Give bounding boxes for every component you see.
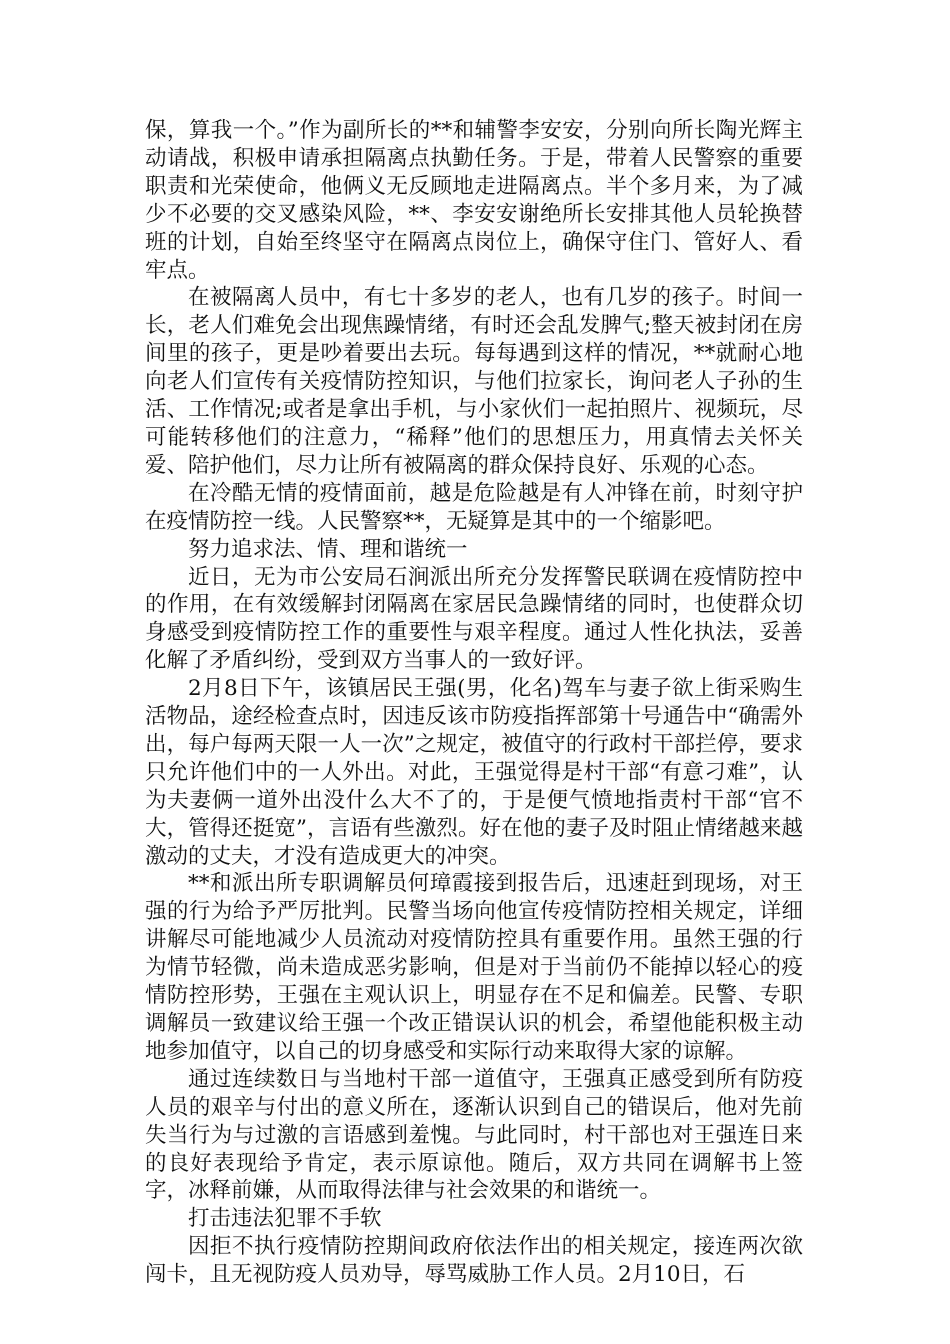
paragraph-3: 在冷酷无情的疫情面前，越是危险越是有人冲锋在前，时刻守护在疫情防控一线。人民警察**，无疑算是其中的一个缩影吧。 — [145, 480, 803, 534]
document-body — [145, 117, 803, 1289]
paragraph-8: 因拒不执行疫情防控期间政府依法作出的相关规定，接连两次欲闯卡，且无视防疫人员劝导，辱骂威胁工作人员。2月10日，石 — [145, 1234, 803, 1288]
paragraph-4: 近日，无为市公安局石涧派出所充分发挥警民联调在疫情防控中的作用，在有效缓解封闭隔离在家居民急躁情绪的同时，也使群众切身感受到疫情防控工作的重要性与艰辛程度。通过人性化执法，妥善化解了矛盾纠纷，受到双方当事人的一致好评。 — [145, 564, 803, 674]
paragraph-2: 在被隔离人员中，有七十多岁的老人，也有几岁的孩子。时间一长，老人们难免会出现焦躁情绪，有时还会乱发脾气;整天被封闭在房间里的孩子，更是吵着要出去玩。每每遇到这样的情况，**就耐心地向老人们宣传有关疫情防控知识，与他们拉家长，询问老人子孙的生活、工作情况;或者是拿出手机，与小家伙们一起拍照片、视频玩，尽可能转移他们的注意力，“稀释”他们的思想压力，用真情去关怀关爱、陪护他们，尽力让所有被隔离的群众保持良好、乐观的心态。 — [145, 285, 803, 478]
paragraph-5: 2月8日下午，该镇居民王强(男，化名)驾车与妻子欲上街采购生活物品，途经检查点时，因违反该市防疫指挥部第十号通告中“确需外出，每户每两天限一人一次”之规定，被值守的行政村干部拦停，要求只允许他们中的一人外出。对此，王强觉得是村干部“有意刁难”，认为夫妻俩一道外出没什么大不了的，于是便气愤地指责村干部“官不大，管得还挺宽”，言语有些激烈。好在他的妻子及时阻止情绪越来越激动的丈夫，才没有造成更大的冲突。 — [145, 676, 803, 869]
paragraph-1: 保，算我一个。”作为副所长的**和辅警李安安，分别向所长陶光辉主动请战，积极申请承担隔离点执勤任务。于是，带着人民警察的重要职责和光荣使命，他俩义无反顾地走进隔离点。半个多月来，为了减少不必要的交叉感染风险，**、李安安谢绝所长安排其他人员轮换替班的计划，自始至终坚守在隔离点岗位上，确保守住门、管好人、看牢点。 — [145, 118, 803, 283]
paragraph-7: 通过连续数日与当地村干部一道值守，王强真正感受到所有防疫人员的艰辛与付出的意义所在，逐渐认识到自己的错误后，他对先前失当行为与过激的言语感到羞愧。与此同时，村干部也对王强连日来的良好表现给予肯定，表示原谅他。随后，双方共同在调解书上签字，冰释前嫌，从而取得法律与社会效果的和谐统一。 — [145, 1066, 803, 1204]
section-heading-1: 努力追求法、情、理和谐统一 — [188, 536, 468, 562]
section-heading-2: 打击违法犯罪不手软 — [188, 1206, 382, 1232]
paragraph-6: **和派出所专职调解员何璋霞接到报告后，迅速赶到现场，对王强的行为给予严厉批判。民警当场向他宣传疫情防控相关规定，详细讲解尽可能地减少人员流动对疫情防控具有重要作用。虽然王强的行为情节轻微，尚未造成恶劣影响，但是对于当前仍不能掉以轻心的疫情防控形势，王强在主观认识上，明显存在不足和偏差。民警、专职调解员一致建议给王强一个改正错误认识的机会，希望他能积极主动地参加值守，以自己的切身感受和实际行动来取得大家的谅解。 — [145, 871, 803, 1064]
